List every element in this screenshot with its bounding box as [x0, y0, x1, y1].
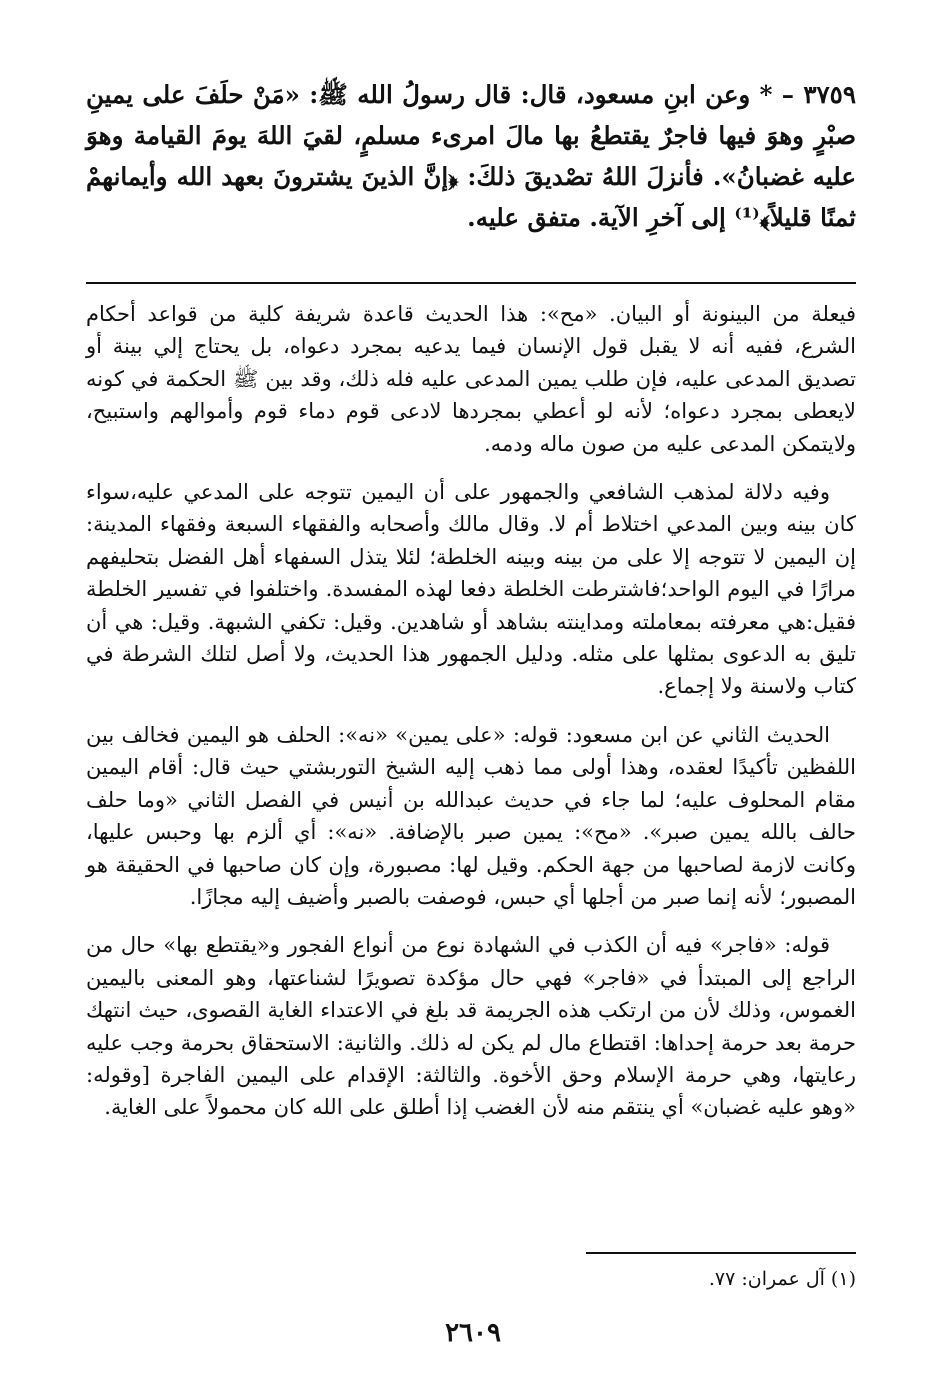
- commentary-paragraph-3: الحديث الثاني عن ابن مسعود: قوله: «على يمين» «نه»: الحلف هو اليمين فخالف بين اللفظين تأكيدًا لعقده، وهذا أولى مما ذهب إليه الشيخ التوربشتي حيث قال: أقام اليمين مقام المحلوف عليه؛ لما جاء في حديث عبدالله بن أنيس في الفصل الثاني «وما حلف حالف بالله يمين صبر». «مح»: يمين صبر بالإضافة. «نه»: أي ألزم بها وحبس عليها، وكانت لازمة لصاحبها من جهة الحكم. وقيل لها: مصبورة، وإن كان صاحبها في الحقيقة هو المصبور؛ لأنه إنما صبر من أجلها أي حبس، فوصفت بالصبر وأضيف إليه مجازًا.: [86, 722, 856, 909]
- footnote: (١) آل عمران: ٧٧.: [708, 1268, 856, 1290]
- page-number: ٢٦٠٩: [445, 1318, 501, 1348]
- hadith-paragraph: ٣٧٥٩ – * وعن ابنِ مسعود، قال: قال رسولُ الله ﷺ: «مَنْ حلَفَ على يمينِ صبْرٍ وهوَ فيها فاجرٌ يقتطعُ بها مالَ امرىء مسلمٍ، لقيَ اللهَ يومَ القيامة وهوَ عليه غضبانُ». فأنزلَ اللهُ تصْديقَ ذلكَ: ﴿إنَّ الذينَ يشترونَ بعهد الله وأيمانهمْ ثمنًا قليلاً﴾⁽¹⁾ إلى آخرِ الآية. متفق عليه.: [86, 80, 856, 232]
- hadith-text-block: [86, 74, 856, 238]
- commentary-block: [86, 298, 856, 1140]
- commentary-paragraph-4: قوله: «فاجر» فيه أن الكذب في الشهادة نوع من أنواع الفجور و«يقتطع بها» حال من الراجع إلى المبتدأ في «فاجر» فهي حال مؤكدة تصويرًا لشناعتها، وهو المعنى باليمين الغموس، وذلك لأن من ارتكب هذه الجريمة قد بلغ في الاعتداء الغاية القصوى، حيث انتهك حرمة بعد حرمة إحداها: اقتطاع مال لم يكن له ذلك. والثانية: الاستحقاق بحرمة وجب عليه رعايتها، وهي حرمة الإسلام وحق الأخوة. والثالثة: الإقدام على اليمين الفاجرة [وقوله: «وهو عليه غضبان» أي ينتقم منه لأن الغضب إذا أطلق على الله كان محمولاً على الغاية.: [86, 933, 856, 1120]
- section-divider: [86, 282, 856, 284]
- footnote-divider: [586, 1252, 856, 1254]
- commentary-paragraph-2: وفيه دلالة لمذهب الشافعي والجمهور على أن اليمين تتوجه على المدعي عليه،سواء كان بينه وبين المدعي اختلاط أم لا. وقال مالك وأصحابه والفقهاء السبعة وفقهاء المدينة: إن اليمين لا تتوجه إلا على من بينه وبينه الخلطة؛ لئلا يتذل السفهاء أهل الفضل بتحليفهم مرارًا في اليوم الواحد؛فاشترطت الخلطة دفعا لهذه المفسدة. واختلفوا في تفسير الخلطة فقيل:هي معرفته بمعاملته ومداينته بشاهد أو شاهدين. وقيل: تكفي الشبهة. وقيل: هي أن تليق به الدعوى بمثلها على مثله. ودليل الجمهور هذا الحديث، ولا أصل لتلك الشرطة في كتاب ولاسنة ولا إجماع.: [86, 480, 856, 699]
- commentary-paragraph-1: فيعلة من البينونة أو البيان. «مح»: هذا الحديث قاعدة شريفة كلية من قواعد أحكام الشرع، ففيه أنه لا يقبل قول الإنسان فيما يدعيه بمجرد دعواه، بل يحتاج إلي بينة أو تصديق المدعى عليه، فإن طلب يمين المدعى عليه فله ذلك، وقد بين ﷺ الحكمة في كونه لايعطى بمجرد دعواه؛ لأنه لو أعطي بمجردها لادعى قوم دماء قوم وأموالهم واستبيح، ولايتمكن المدعى عليه من صون ماله ودمه.: [86, 302, 856, 456]
